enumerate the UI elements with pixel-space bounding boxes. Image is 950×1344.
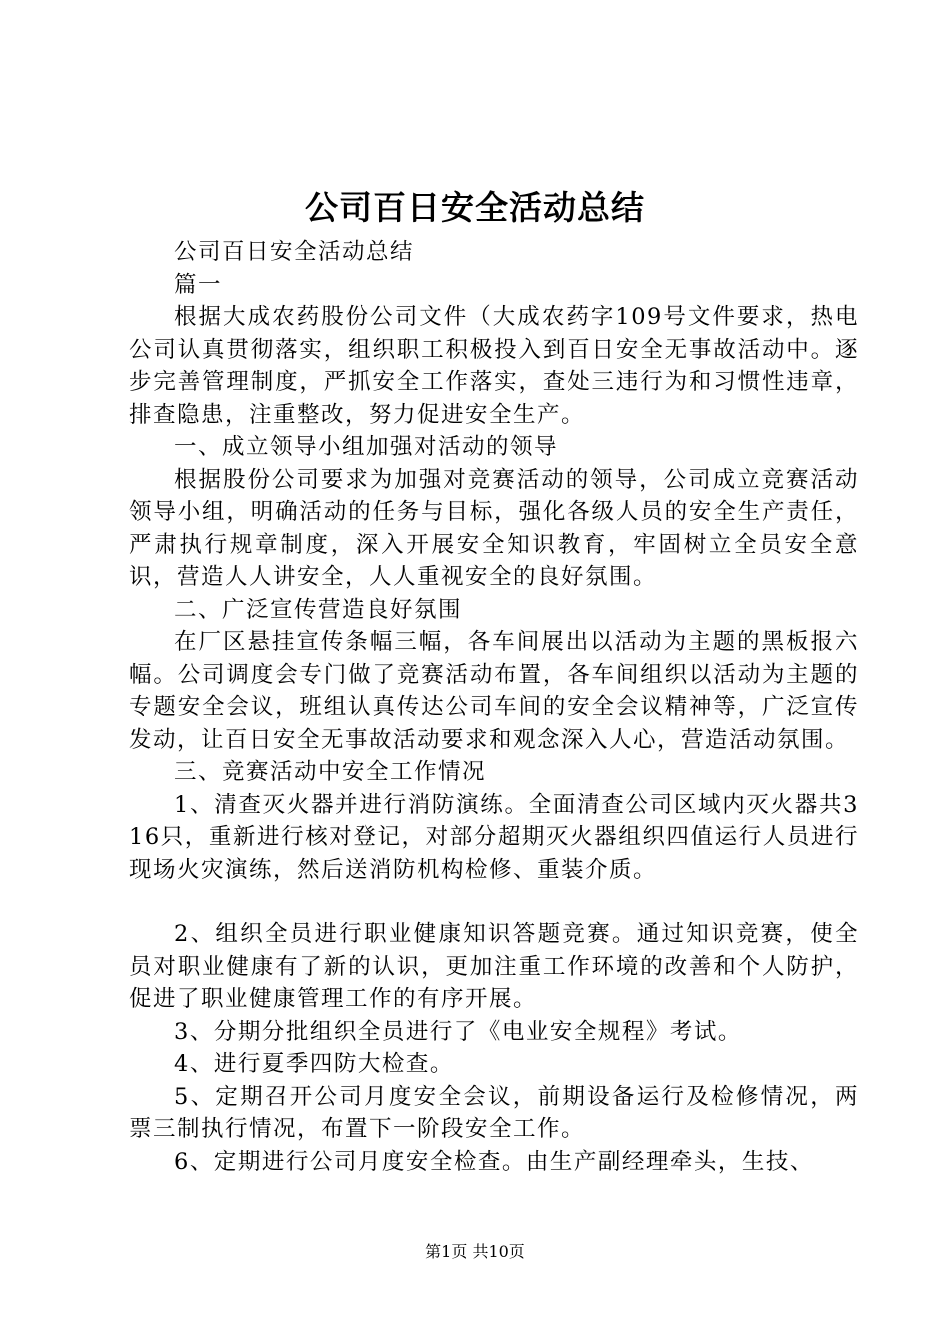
- section-heading-3: 三、竞赛活动中安全工作情况: [174, 759, 487, 785]
- paragraph-part-label: 篇一: [174, 271, 223, 298]
- paragraph-intro: 根据大成农药股份公司文件（大成农药字109号文件要求，热电公司认真贯彻落实，组织职工积极投入到百日安全无事故活动中。逐步完善管理制度，严抓安全工作落实，查处三违行为和习惯性违章，排查隐患，注重整改，努力促进安全生产。: [129, 304, 859, 428]
- list-item-4: 4、进行夏季四防大检查。: [174, 1051, 454, 1077]
- list-item-2: 2、组织全员进行职业健康知识答题竞赛。通过知识竞赛，使全员对职业健康有了新的认识，更加注重工作环境的改善和个人防护，促进了职业健康管理工作的有序开展。: [129, 921, 859, 1012]
- list-item-3: 3、分期分批组织全员进行了《电业安全规程》考试。: [174, 1018, 742, 1045]
- list-item-5: 5、定期召开公司月度安全会议，前期设备运行及检修情况，两票三制执行情况，布置下一阶段安全工作。: [129, 1083, 859, 1142]
- section-heading-1: 一、成立领导小组加强对活动的领导: [174, 434, 559, 460]
- section-heading-2: 二、广泛宣传营造良好氛围: [174, 596, 463, 623]
- paragraph-section-2: 在厂区悬挂宣传条幅三幅，各车间展出以活动为主题的黑板报六幅。公司调度会专门做了竞赛活动布置，各车间组织以活动为主题的专题安全会议，班组认真传达公司车间的安全会议精神等，广泛宣传发动，让百日安全无事故活动要求和观念深入人心，营造活动氛围。: [129, 629, 859, 753]
- list-item-6: 6、定期进行公司月度安全检查。由生产副经理牵头，生技、: [174, 1148, 814, 1175]
- page-number-footer: 第1页 共10页: [425, 1242, 525, 1261]
- list-item-1: 1、清查灭火器并进行消防演练。全面清查公司区域内灭火器共316只，重新进行核对登记，对部分超期灭火器组织四值运行人员进行现场火灾演练，然后送消防机构检修、重装介质。: [129, 791, 859, 883]
- document-body: [129, 236, 859, 1178]
- document-title: 公司百日安全活动总结: [305, 188, 645, 227]
- paragraph-section-1: 根据股份公司要求为加强对竞赛活动的领导，公司成立竞赛活动领导小组，明确活动的任务与目标，强化各级人员的安全生产责任，严肃执行规章制度，深入开展安全知识教育，牢固树立全员安全意识，营造人人讲安全，人人重视安全的良好氛围。: [129, 466, 859, 590]
- paragraph-subtitle: 公司百日安全活动总结: [174, 239, 415, 265]
